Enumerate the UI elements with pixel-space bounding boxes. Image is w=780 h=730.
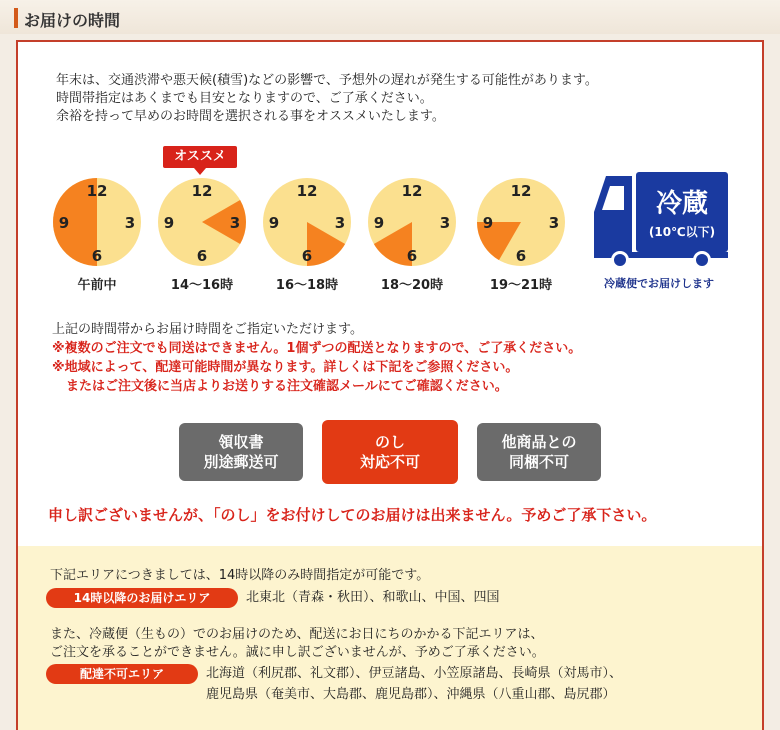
clock-number-9: 9 bbox=[268, 214, 280, 232]
box-line: 他商品との bbox=[501, 433, 577, 451]
clock-14-16 bbox=[157, 177, 247, 267]
clock-number-9: 9 bbox=[482, 214, 494, 232]
note-line: ※地域によって、配達可能時間が異なります。詳しくは下記をご参照ください。 bbox=[52, 360, 519, 375]
note-line: ※複数のご注文でも同送はできません。1個ずつの配送となりますので、ご了承ください。 bbox=[52, 341, 582, 356]
clock-number-3: 3 bbox=[334, 214, 346, 232]
box-line: 領収書 bbox=[218, 433, 264, 451]
box-line: 別途郵送可 bbox=[203, 453, 279, 471]
intro-line: 時間帯指定はあくまでも目安となりますので、ご了承ください。 bbox=[56, 91, 433, 106]
clock-18-20 bbox=[367, 177, 457, 267]
clock-number-6: 6 bbox=[91, 247, 103, 265]
clock-number-3: 3 bbox=[124, 214, 136, 232]
clock-number-12: 12 bbox=[510, 182, 532, 200]
recommend-badge-label: オススメ bbox=[163, 146, 237, 168]
ng-area-badge: 配達不可エリア bbox=[46, 664, 198, 684]
clock-19-21 bbox=[476, 177, 566, 267]
refrigerated-temperature: (10℃以下) bbox=[648, 225, 716, 239]
refrigerated-truck-icon bbox=[592, 172, 732, 272]
area-intro: 下記エリアにつきましては、14時以降のみ時間指定が可能です。 bbox=[50, 568, 430, 583]
refrigerated-title: 冷蔵 bbox=[655, 189, 709, 219]
clock-16-18 bbox=[262, 177, 352, 267]
time-slot-label: 14〜16時 bbox=[170, 278, 234, 293]
time-slot-label: 午前中 bbox=[77, 278, 117, 293]
note-line: 上記の時間帯からお届け時間をご指定いただけます。 bbox=[52, 322, 363, 337]
note-line: またはご注文後に当店よりお送りする注文確認メールにてご確認ください。 bbox=[66, 379, 508, 394]
page-title: お届けの時間 bbox=[24, 11, 121, 30]
refrigerated-caption: 冷蔵便でお届けします bbox=[604, 277, 714, 290]
bundle-option-box bbox=[477, 423, 601, 481]
clock-number-6: 6 bbox=[515, 247, 527, 265]
clock-number-9: 9 bbox=[58, 214, 70, 232]
receipt-option-box bbox=[179, 423, 303, 481]
box-line: 同梱不可 bbox=[508, 453, 569, 471]
ng-area-list: 鹿児島県（奄美市、大島郡、鹿児島郡）、沖縄県（八重山郡、島尻郡） bbox=[206, 687, 616, 702]
intro-line: 余裕を持って早めのお時間を選択される事をオススメいたします。 bbox=[56, 109, 445, 124]
clock-number-3: 3 bbox=[439, 214, 451, 232]
clock-number-12: 12 bbox=[401, 182, 423, 200]
time-slot-label: 18〜20時 bbox=[380, 278, 444, 293]
clock-number-3: 3 bbox=[229, 214, 241, 232]
cold-notice-line: また、冷蔵便（生もの）でのお届けのため、配送にお日にちのかかる下記エリアは、 bbox=[50, 627, 544, 642]
intro-line: 年末は、交通渋滞や悪天候(積雪)などの影響で、予想外の遅れが発生する可能性があります。 bbox=[56, 73, 598, 88]
clock-number-6: 6 bbox=[301, 247, 313, 265]
delivery-notes bbox=[52, 320, 581, 396]
after14-area-list: 北東北（青森・秋田）、和歌山、中国、四国 bbox=[246, 590, 500, 605]
section-header bbox=[0, 0, 780, 34]
clock-number-12: 12 bbox=[86, 182, 108, 200]
time-slot-label: 19〜21時 bbox=[489, 278, 553, 293]
sorry-message: 申し訳ございませんが、「のし」をお付けしてのお届けは出来ません。予めご了承下さい。 bbox=[48, 506, 657, 524]
header-accent-bar bbox=[14, 8, 18, 28]
clock-number-6: 6 bbox=[406, 247, 418, 265]
clock-number-6: 6 bbox=[196, 247, 208, 265]
box-line: のし bbox=[374, 433, 405, 451]
clock-number-9: 9 bbox=[163, 214, 175, 232]
box-line: 対応不可 bbox=[359, 453, 420, 471]
clock-number-9: 9 bbox=[373, 214, 385, 232]
clock-number-3: 3 bbox=[548, 214, 560, 232]
clock-number-12: 12 bbox=[191, 182, 213, 200]
after14-area-badge: 14時以降のお届けエリア bbox=[46, 588, 238, 608]
intro-text bbox=[56, 72, 598, 126]
time-slot-label: 16〜18時 bbox=[275, 278, 339, 293]
cold-notice-line: ご注文を承ることができません。誠に申し訳ございませんが、予めご了承ください。 bbox=[50, 645, 545, 660]
noshi-option-box bbox=[322, 420, 458, 484]
ng-area-list: 北海道（利尻郡、礼文郡）、伊豆諸島、小笠原諸島、長崎県（対馬市）、 bbox=[206, 666, 623, 681]
recommend-badge-arrow bbox=[194, 168, 206, 175]
clock-morning bbox=[52, 177, 142, 267]
clock-number-12: 12 bbox=[296, 182, 318, 200]
recommend-badge bbox=[163, 146, 237, 174]
